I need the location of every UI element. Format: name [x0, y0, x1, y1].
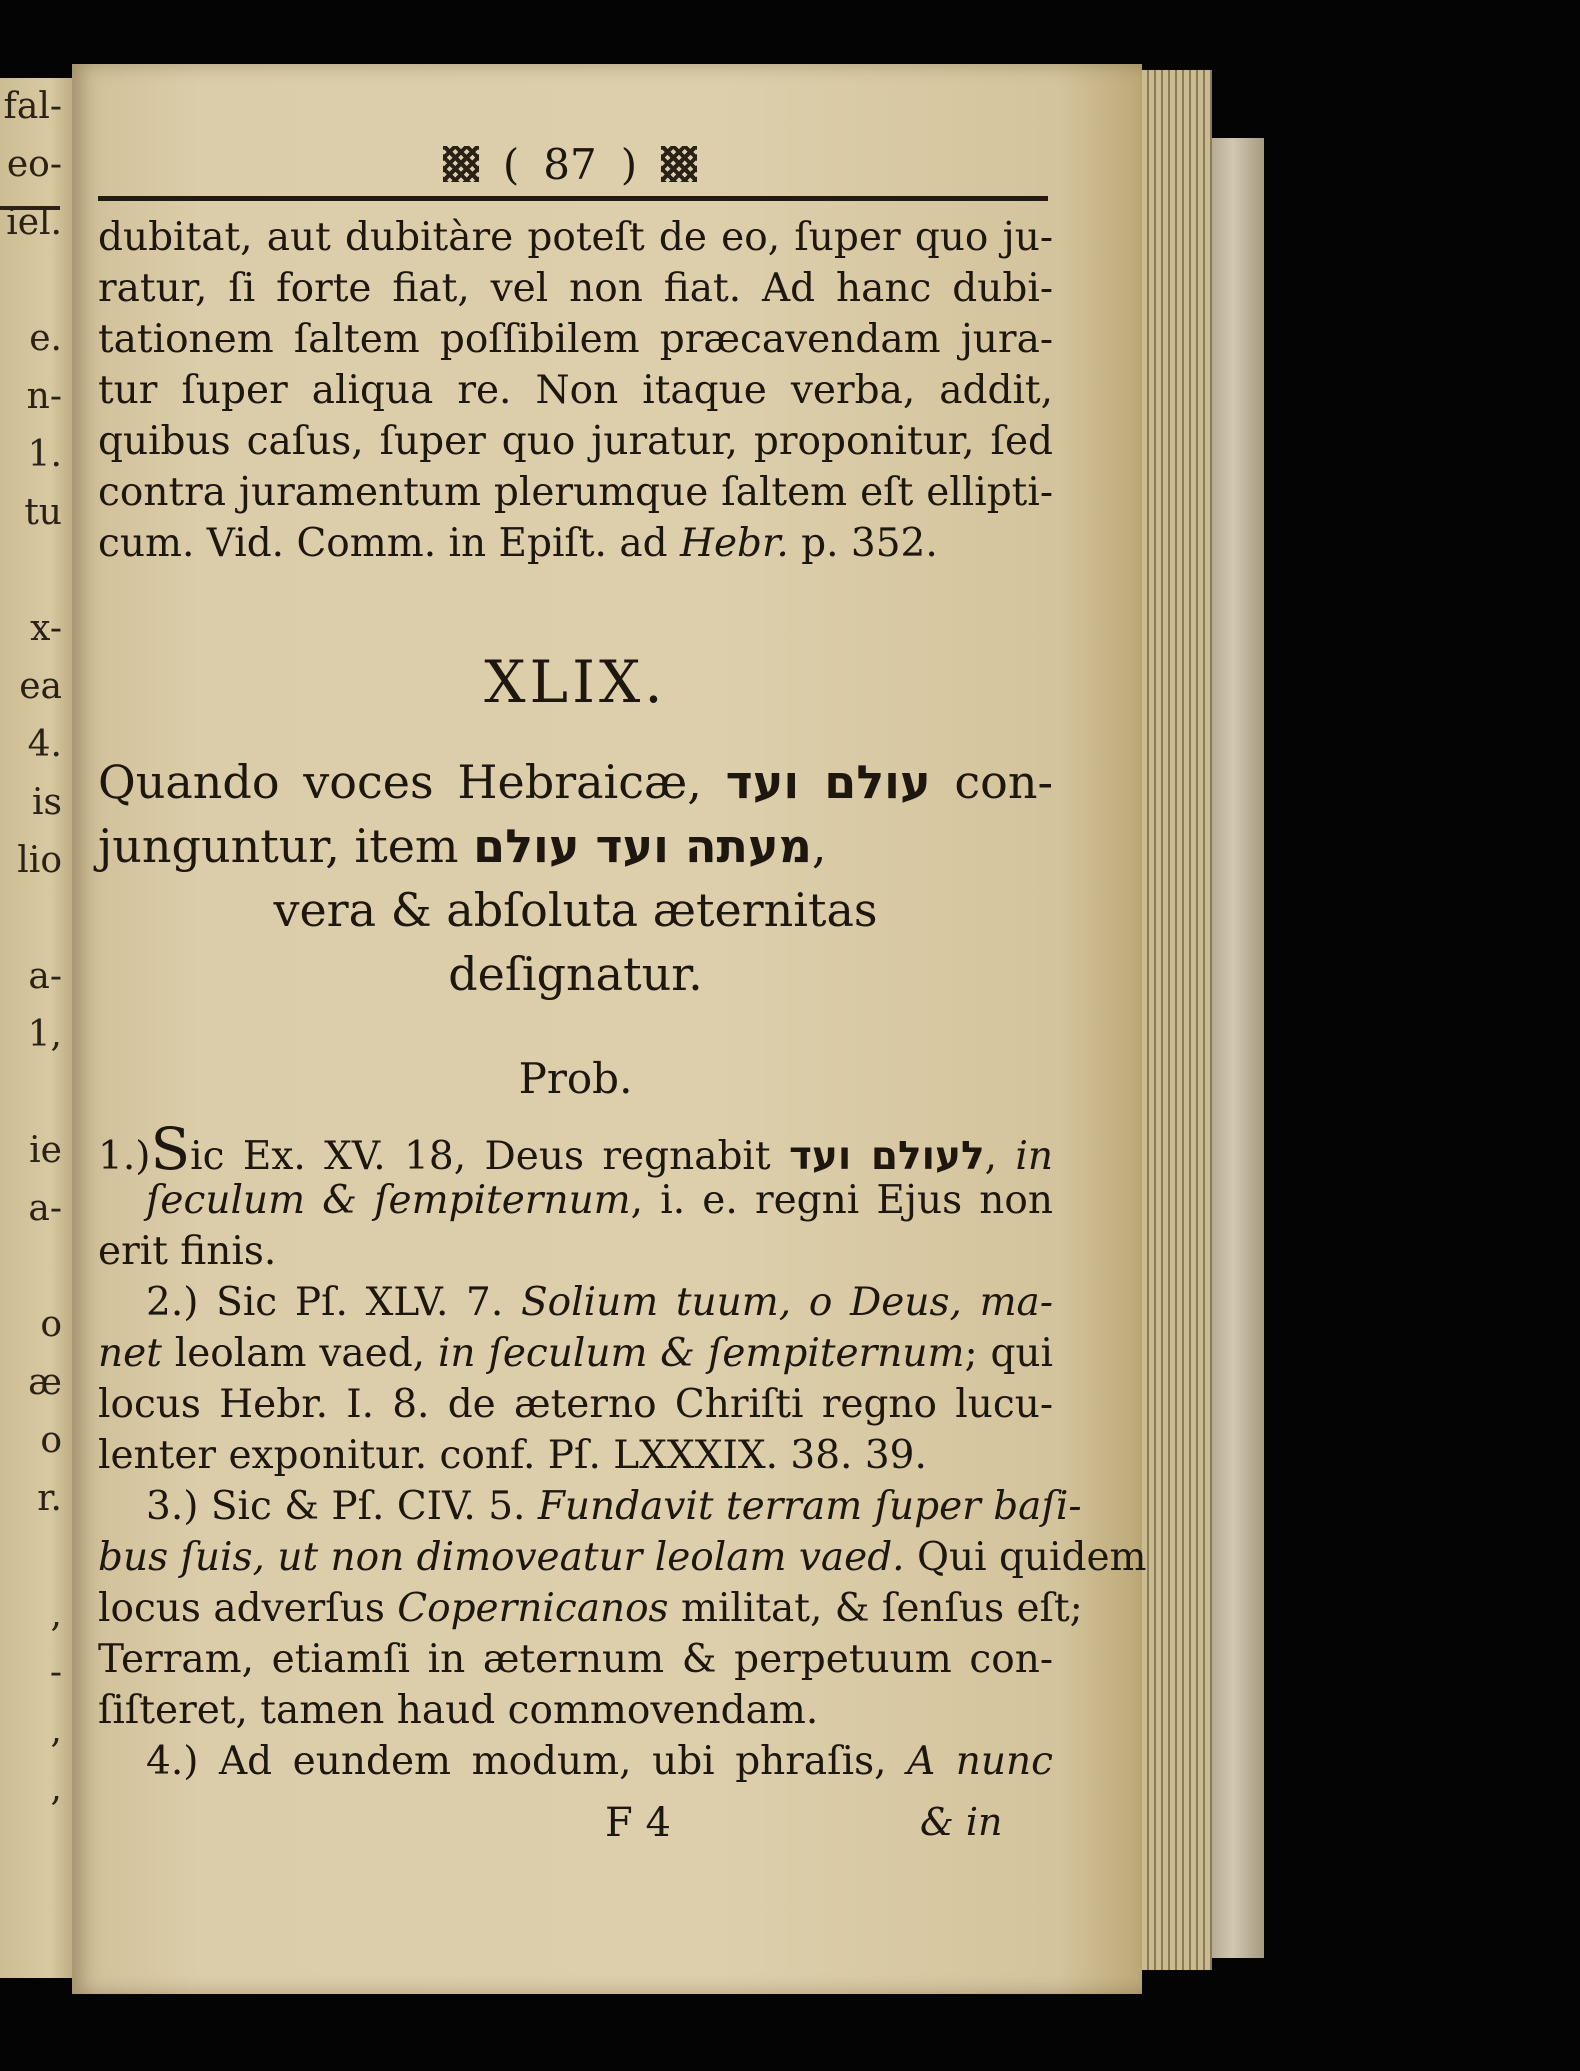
previous-page-fragment: o [40, 1304, 62, 1345]
item-4-line: 4.) Ad eundem modum, ubi phraſis, A nunc [146, 1739, 1053, 1784]
hebrew-phrase: עולם ועד [725, 755, 931, 809]
item-2-line: 2.) Sic Pſ. XLV. 7. Solium tuum, o Deus, ma- [146, 1280, 1053, 1325]
previous-page-fragment: fal- [3, 86, 62, 127]
text-line: cum. Vid. Comm. in Epiſt. ad Hebr. p. 352. [98, 521, 938, 566]
previous-page-fragment: tu [24, 492, 62, 533]
text-line: ratur, ſi forte fiat, vel non fiat. Ad hanc dubi- [98, 266, 1053, 311]
previous-page-fragment: , [50, 1768, 62, 1809]
ornament-icon [443, 146, 479, 182]
title-line: vera & abſoluta æternitas [273, 883, 878, 937]
previous-page-fragment: æ [28, 1362, 62, 1403]
item-3-line: Terram, etiamſi in æternum & perpetuum con- [98, 1637, 1053, 1682]
previous-page-fragment [0, 1528, 62, 1586]
hebrew-phrase: לעולם ועד [789, 1134, 985, 1179]
previous-page-fragment: a- [28, 956, 62, 997]
book-cover [1212, 138, 1264, 1958]
item-2-line: lenter exponitur. conf. Pſ. LXXXIX. 38. 39. [98, 1433, 927, 1478]
previous-page-fragment [0, 542, 62, 600]
catchword: & in [920, 1800, 1003, 1844]
previous-page-fragment [0, 890, 62, 948]
previous-page-fragment: , [50, 1594, 62, 1635]
item-3-line: bus ſuis, ut non dimoveatur leolam vaed. Qui quidem [98, 1535, 1147, 1580]
previous-page-fragment: 4. [27, 724, 62, 765]
previous-page-fragment: lio [17, 840, 62, 881]
text-line: tationem ſaltem poſſibilem præcavendam jura- [98, 317, 1053, 362]
item-2-line: locus Hebr. I. 8. de æterno Chriſti regno lucu- [98, 1382, 1053, 1427]
title-line: Quando voces Hebraicæ, עולם ועד con- [98, 755, 1054, 809]
previous-page-fragment: ie [29, 1130, 62, 1171]
previous-page-fragment [0, 252, 62, 310]
previous-page [0, 78, 72, 1978]
signature-mark: F 4 [605, 1800, 671, 1846]
page-edges [1142, 70, 1212, 1970]
prob-label: Prob. [518, 1054, 633, 1103]
previous-page-fragment: n- [26, 376, 62, 417]
title-line: junguntur, item מעתה ועד עולם, [98, 819, 827, 873]
paren-close: ) [620, 139, 638, 189]
header-rule [98, 196, 1048, 201]
intro-paragraph [98, 212, 1053, 569]
text-line: quibus caſus, ſuper quo juratur, proponitur, ſed [98, 419, 1053, 464]
text-line: contra juramentum plerumque ſaltem eſt ellipti- [98, 470, 1053, 515]
item-1-line: ſeculum & ſempiternum, i. e. regni Ejus non [146, 1178, 1053, 1223]
previous-page-fragment: 1, [27, 1014, 62, 1055]
previous-page-fragments [0, 78, 62, 1818]
text-line: dubitat, aut dubitàre poteſt de eo, ſuper quo ju- [98, 215, 1053, 260]
hebrew-phrase: מעתה ועד עולם [473, 819, 812, 873]
title-line: deſignatur. [448, 947, 703, 1001]
previous-page-fragment: is [32, 782, 62, 823]
running-head [360, 138, 780, 190]
items-list [98, 1115, 1147, 1787]
previous-page-fragment: a- [28, 1188, 62, 1229]
item-3-line: 3.) Sic & Pſ. CIV. 5. Fundavit terram ſuper baſi- [146, 1484, 1082, 1529]
previous-page-fragment: e. [29, 318, 62, 359]
previous-page-fragment: x- [30, 608, 62, 649]
section-title [98, 750, 1053, 1006]
page-number: 87 [543, 139, 597, 189]
previous-page-fragment: ea [19, 666, 62, 707]
item-3-line: locus adverſus Copernicanos militat, & ſenſus eſt; [98, 1586, 1083, 1631]
previous-page-fragment [0, 1064, 62, 1122]
previous-page-fragment: o [40, 1420, 62, 1461]
item-1-line: erit finis. [98, 1229, 277, 1274]
previous-page-fragment: iel. [6, 202, 62, 243]
section-numeral: XLIX. [484, 648, 667, 716]
previous-page-fragment: - [49, 1652, 62, 1693]
paren-open: ( [502, 139, 520, 189]
previous-page-fragment [0, 1238, 62, 1296]
previous-page-fragment: r. [37, 1478, 62, 1519]
item-1-line: 1.)Sic Ex. XV. 18, Deus regnabit לעולם ועד, in [98, 1115, 1053, 1183]
item-3-line: ſiſteret, tamen haud commovendam. [98, 1688, 819, 1733]
previous-page-fragment: eo- [6, 144, 62, 185]
ornament-icon [661, 146, 697, 182]
previous-page-fragment: 1. [27, 434, 62, 475]
previous-page-fragment: , [50, 1710, 62, 1751]
item-2-line: net leolam vaed, in ſeculum & ſempiternum; qui [98, 1331, 1053, 1376]
text-line: tur ſuper aliqua re. Non itaque verba, addit, [98, 368, 1053, 413]
